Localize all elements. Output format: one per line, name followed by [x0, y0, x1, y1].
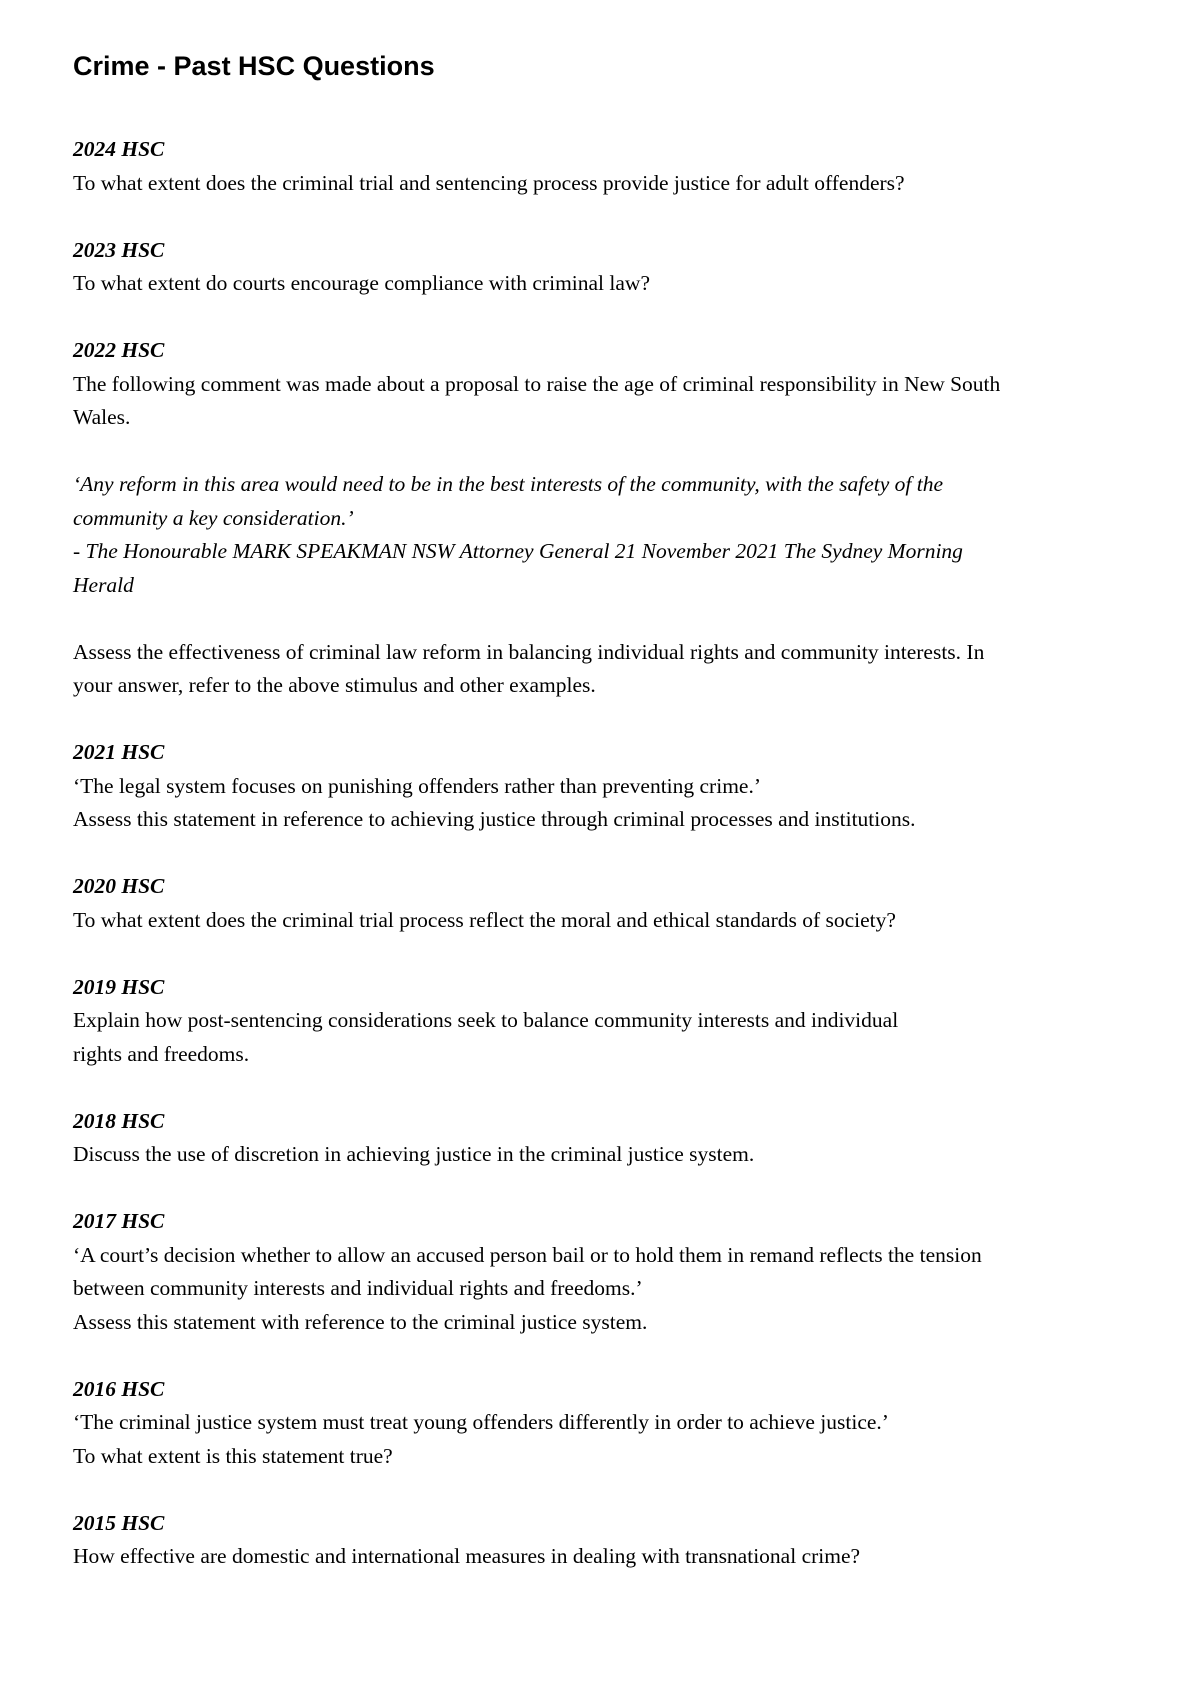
question-text-line: Explain how post-sentencing considerations seek to balance community interests and individual	[73, 1008, 899, 1032]
question-text-line: How effective are domestic and international measures in dealing with transnational crime?	[73, 1544, 861, 1568]
page-title: Crime - Past HSC Questions	[73, 51, 435, 81]
question-2015	[73, 1507, 1133, 1574]
question-2022	[73, 334, 1133, 703]
question-2016	[73, 1373, 1133, 1474]
question-2020	[73, 870, 1133, 937]
question-text-line: between community interests and individual rights and freedoms.’	[73, 1276, 643, 1300]
spacer	[73, 937, 1133, 971]
question-2017	[73, 1205, 1133, 1339]
question-text-line: Assess the effectiveness of criminal law reform in balancing individual rights and community interests. In	[73, 639, 985, 664]
question-text-line: To what extent do courts encourage compliance with criminal law?	[73, 271, 650, 295]
question-2021	[73, 736, 1133, 837]
question-text-line: Assess this statement in reference to achieving justice through criminal processes and institutions.	[73, 807, 916, 831]
question-year: 2024 HSC	[73, 137, 165, 161]
question-year: 2021 HSC	[73, 740, 165, 764]
question-year: 2019 HSC	[73, 974, 165, 999]
question-year: 2022 HSC	[73, 338, 165, 362]
question-text-line: ‘The criminal justice system must treat young offenders differently in order to achieve justice.’	[73, 1410, 889, 1434]
question-year: 2023 HSC	[73, 237, 165, 262]
spacer	[73, 703, 1133, 737]
stimulus-quote-line: ‘Any reform in this area would need to be in the best interests of the community, with the safety of the	[73, 472, 944, 496]
question-text-line: Assess this statement with reference to the criminal justice system.	[73, 1309, 648, 1334]
question-2023	[73, 234, 1133, 301]
question-text-line: ‘A court’s decision whether to allow an accused person bail or to hold them in remand reflects the tension	[73, 1242, 982, 1267]
spacer	[73, 86, 1133, 133]
stimulus-source-line: Herald	[73, 572, 134, 597]
spacer	[73, 837, 1133, 871]
question-year: 2015 HSC	[73, 1510, 165, 1535]
question-text-line: Discuss the use of discretion in achieving justice in the criminal justice system.	[73, 1142, 755, 1166]
question-text-line: rights and freedoms.	[73, 1041, 250, 1066]
question-text-line: your answer, refer to the above stimulus and other examples.	[73, 673, 596, 697]
question-2024	[73, 133, 1133, 200]
spacer	[73, 1071, 1133, 1105]
document-page	[73, 0, 1133, 1574]
question-2018	[73, 1105, 1133, 1172]
spacer	[73, 1339, 1133, 1373]
spacer	[73, 602, 1133, 636]
spacer	[73, 435, 1133, 469]
question-intro-line: Wales.	[73, 405, 131, 429]
question-year: 2016 HSC	[73, 1376, 165, 1401]
question-year: 2018 HSC	[73, 1108, 165, 1133]
stimulus-quote-line: community a key consideration.’	[73, 505, 354, 530]
spacer	[73, 301, 1133, 335]
question-text-line: To what extent does the criminal trial process reflect the moral and ethical standards of society?	[73, 907, 896, 932]
question-text-line: To what extent is this statement true?	[73, 1443, 393, 1468]
spacer	[73, 200, 1133, 234]
spacer	[73, 1172, 1133, 1206]
question-year: 2020 HSC	[73, 874, 165, 898]
question-2019	[73, 971, 1133, 1072]
question-text-line: To what extent does the criminal trial and sentencing process provide justice for adult offenders?	[73, 170, 905, 195]
spacer	[73, 1473, 1133, 1507]
question-text-line: ‘The legal system focuses on punishing offenders rather than preventing crime.’	[73, 773, 761, 798]
question-year: 2017 HSC	[73, 1209, 165, 1233]
stimulus-source-line: - The Honourable MARK SPEAKMAN NSW Attorney General 21 November 2021 The Sydney Morning	[73, 539, 963, 563]
question-intro-line: The following comment was made about a proposal to raise the age of criminal responsibility in New South	[73, 371, 1001, 396]
